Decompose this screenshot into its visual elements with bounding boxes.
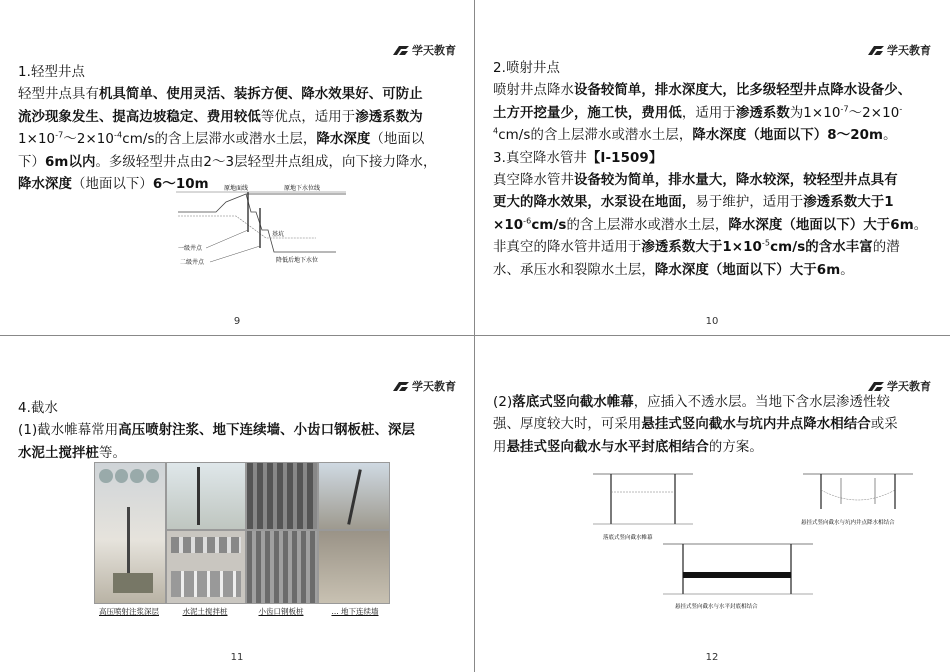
page-12-text — [493, 392, 935, 459]
brand-logo-icon — [393, 381, 409, 392]
svg-text:悬挂式竖向截水与坑内井点降水相结合: 悬挂式竖向截水与坑内井点降水相结合 — [801, 520, 895, 526]
page-number: 10 — [705, 316, 719, 327]
page-number: 9 — [233, 316, 241, 327]
photo-mixing-piles — [166, 530, 246, 604]
text-line: 水泥土搅拌桩等。 — [18, 445, 126, 461]
text-line: 降水深度（地面以下）6～10m — [18, 177, 209, 193]
photo-caption: 高压喷射注浆深层 — [99, 607, 159, 616]
photo-diaphragm-crane — [318, 462, 390, 530]
text-line: 流沙现象发生、提高边坡稳定、费用较低等优点，适用于渗透系数为 — [18, 109, 423, 125]
brand-name: 学天教育 — [412, 380, 456, 393]
section-heading: 4.截水 — [18, 401, 58, 416]
page-11-text — [18, 398, 460, 465]
brand-name: 学天教育 — [412, 44, 456, 57]
section-heading: 1.轻型井点 — [18, 65, 85, 80]
brand-logo-icon — [868, 45, 884, 56]
text-line: (2)落底式竖向截水帷幕，应插入不透水层。当地下含水层渗透性较 — [493, 395, 891, 410]
photo-mixing-rig — [166, 462, 246, 530]
page-9-text — [18, 62, 460, 196]
svg-text:悬挂式竖向截水与水平封底相结合: 悬挂式竖向截水与水平封底相结合 — [675, 604, 758, 610]
page-11 — [0, 336, 474, 671]
text-line: (1)截水帷幕常用高压喷射注浆、地下连续墙、小齿口钢板桩、深层 — [18, 423, 416, 439]
diagram-label: 降低后地下水位 — [276, 257, 319, 264]
scheme-suspended-with-sealing — [663, 544, 813, 610]
page-12 — [475, 336, 949, 671]
photo-diaphragm-wall — [318, 530, 390, 604]
photo-caption: 水泥土搅拌桩 — [182, 607, 228, 616]
multi-stage-wellpoint-diagram — [176, 182, 356, 267]
diagram-label: 一级井点 — [178, 245, 203, 252]
brand-name: 学天教育 — [887, 380, 931, 393]
diagram-label: 原地下水位线 — [284, 185, 321, 192]
photo-sheet-pile-stack — [246, 462, 318, 530]
scheme-suspended-with-wells — [801, 474, 913, 526]
brand-logo — [868, 42, 931, 58]
text-line: 非真空的降水管井适用于渗透系数大于$1\times 10^{-5}cm/s$的含水丰富的潜 — [493, 238, 900, 256]
text-line: 真空降水管井设备较为简单，排水量大，降水较深，较轻型井点具有 — [493, 173, 898, 189]
diagram-label: 基坑 — [272, 231, 285, 238]
text-line: 用悬挂式竖向截水与水平封底相结合的方案。 — [493, 439, 763, 455]
text-line: 下）6m以内。多级轻型井点由2～3层轻型井点组成，向下接力降水， — [18, 154, 437, 170]
photo-jet-grouting — [94, 462, 166, 604]
photo-sheet-pile-wall — [246, 530, 318, 604]
text-line: $^4$cm/s的含上层滞水或潜水土层，降水深度（地面以下）8～20m。 — [493, 126, 897, 144]
brand-logo — [393, 42, 456, 58]
scheme-fully-penetrating — [593, 474, 693, 541]
page-number: 12 — [705, 652, 719, 663]
text-line: 土方开挖量少，施工快，费用低，适用于渗透系数为$1\times 10^{-7}\sim 2\times 10^-$ — [493, 104, 903, 121]
svg-text:落底式竖向截水帷幕: 落底式竖向截水帷幕 — [603, 535, 653, 541]
page-number: 11 — [230, 652, 244, 663]
section-heading: 2.喷射井点 — [493, 61, 560, 76]
brand-logo-icon — [393, 45, 409, 56]
text-line: 强、厚度较大时，可采用悬挂式竖向截水与坑内井点降水相结合或采 — [493, 417, 898, 433]
text-line: 更大的降水效果，水泵设在地面，易于维护，适用于渗透系数大于1 — [493, 195, 894, 211]
text-line: 水、承压水和裂隙水土层，降水深度（地面以下）大于6m。 — [493, 262, 854, 278]
brand-logo-icon — [868, 381, 884, 392]
cutoff-schemes-diagram — [583, 464, 933, 612]
brand-logo — [393, 378, 456, 394]
section-heading: 3.真空降水管井【Ⅰ-1509】 — [493, 150, 663, 166]
page-9 — [0, 0, 474, 335]
diagram-label: 二级井点 — [180, 259, 205, 266]
page-10-text — [493, 58, 935, 282]
page-10 — [475, 0, 949, 335]
text-line: $1\times 10^{-7}\sim 2\times 10^{-4}cm/s$的含上层滞水或潜水土层，降水深度（地面以 — [18, 130, 425, 148]
text-line: 轻型井点具有机具简单、使用灵活、装拆方便、降水效果好、可防止 — [18, 87, 423, 103]
photo-caption: ... 地下连续墙 — [331, 607, 379, 616]
diagram-label: 原地面线 — [224, 185, 249, 192]
photo-caption: 小齿口钢板桩 — [258, 607, 304, 616]
text-line: $\times 10^{-6}cm/s$的含上层滞水或潜水土层，降水深度（地面以下）大于6m。 — [493, 216, 928, 233]
brand-name: 学天教育 — [887, 44, 931, 57]
text-line: 喷射井点降水设备较简单，排水深度大，比多级轻型井点降水设备少、 — [493, 83, 912, 99]
